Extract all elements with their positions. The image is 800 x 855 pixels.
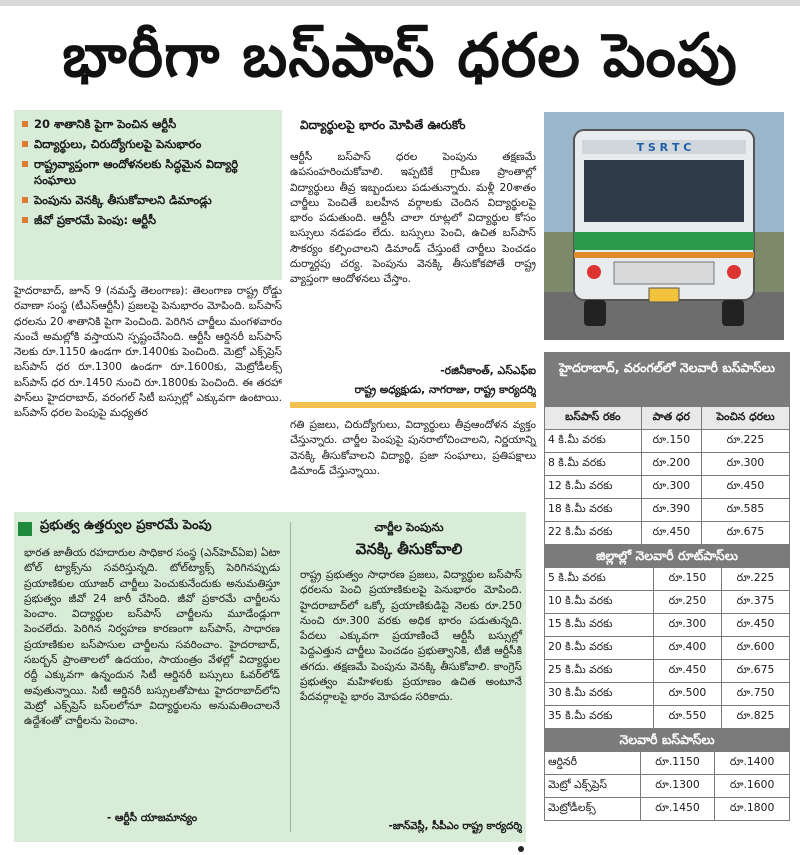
- new-fare: రూ.1400: [715, 752, 790, 775]
- highlight-item: విద్యార్థులు, చిరుద్యోగులపై పెనుభారం: [20, 136, 276, 152]
- cpm-signature: -జాన్‌వెస్లీ, సీపీఎం రాష్ట్ర కార్యదర్శి: [388, 821, 522, 832]
- old-fare: రూ.550: [653, 706, 721, 729]
- new-fare: రూ.450: [721, 614, 789, 637]
- new-fare: రూ.675: [721, 660, 789, 683]
- column-divider: [290, 522, 291, 832]
- column-header: బస్‌పాస్ రకం: [545, 407, 642, 430]
- highlight-bar: [290, 402, 536, 408]
- new-fare: రూ.225: [721, 568, 789, 591]
- row-label: 25 కి.మీ వరకు: [545, 660, 654, 683]
- old-fare: రూ.300: [653, 614, 721, 637]
- row-label: 15 కి.మీ వరకు: [545, 614, 654, 637]
- old-fare: రూ.390: [641, 499, 701, 522]
- new-fare: రూ.675: [701, 522, 789, 545]
- row-label: 8 కి.మీ వరకు: [545, 453, 642, 476]
- row-label: 12 కి.మీ వరకు: [545, 476, 642, 499]
- highlight-item: పెంపును వెనక్కి తీసుకోవాలని డిమాండ్లు: [20, 192, 276, 208]
- row-label: 22 కి.మీ వరకు: [545, 522, 642, 545]
- new-fare: రూ.450: [701, 476, 789, 499]
- table-title: హైదరాబాద్, వరంగల్‌లో నెలవారీ బస్‌పాస్‌లు: [544, 352, 790, 406]
- new-fare: రూ.300: [701, 453, 789, 476]
- row-label: 30 కి.మీ వరకు: [545, 683, 654, 706]
- old-fare: రూ.150: [653, 568, 721, 591]
- row-label: 35 కి.మీ వరకు: [545, 706, 654, 729]
- old-fare: రూ.400: [653, 637, 721, 660]
- page-dot: [518, 846, 524, 852]
- table-row: [545, 706, 790, 729]
- quote-byline: -రజినీకాంత్, ఎస్ఎఫ్ఐ: [440, 364, 536, 377]
- table-row: [545, 430, 790, 453]
- old-fare: రూ.450: [653, 660, 721, 683]
- govt-signature: - ఆర్టీసీ యాజమాన్యం: [106, 812, 198, 824]
- row-label: 4 కి.మీ వరకు: [545, 430, 642, 453]
- lead-paragraph: హైదరాబాద్, జూన్ 9 (నమస్తే తెలంగాణ): తెలంగాణ రాష్ట్ర రోడ్డు రవాణా సంస్థ (టీఎస్ఆర్టీసీ) ప్రజలపై పెనుభారం మోపింది. బస్‌పాస్ ధరలను 20 శాతానికి పైగా పెంచింది. పెరిగిన చార్జీలు మంగళవారం నుంచే అమల్లోకి వస్తాయని స్పష్టంచేసింది. ఆర్టీసీ ఆర్డినరీ బస్‌పాస్ నెలకు రూ.1150 ఉండగా రూ.1400కు పెంచింది. మెట్రో ఎక్స్‌ప్రెస్ బస్‌పాస్ ధర రూ.1300 ఉండగా రూ.1600కు, మెట్రోడీలక్స్ బస్‌పాస్ ధర రూ.1450 నుంచి రూ.1800కు పెంచింది. ఈ తరహా పాస్‌లు హైదరాబాద్, వరంగల్ సిటీ బస్సుల్లో ఎక్కువగా ఉంటాయి. బస్‌పాస్ ధరల పెంపుపై మధ్యతర: [14, 285, 282, 420]
- table-row: [545, 476, 790, 499]
- table-row: [545, 453, 790, 476]
- table-row: [545, 522, 790, 545]
- old-fare: రూ.450: [641, 522, 701, 545]
- top-rule: [0, 0, 800, 6]
- quote-paragraph: ఆర్టీసీ బస్‌పాస్ ధరల పెంపును తక్షణమే ఉపసంహరించుకోవాలి. ఇప్పటికే గ్రామీణ ప్రాంతాల్లో విద్యార్థులు తీవ్ర ఇబ్బందులు పడుతున్నారు. మళ్లీ 20శాతం చార్జీలు పెంచితే బలహీన వర్గాలకు చెందిన విద్యార్థులపై భారం పడుతుంది. ఆర్టీసీ చాలా రూట్లలో విద్యార్థుల కోసం బస్సులు నడపడం లేదు. బస్సులు పెంచి, ఉచిత బస్‌పాస్ సౌకర్యం కల్పించాలని డిమాండ్ చేస్తుంటే చార్జీలు పెంచడం దుర్మార్గపు చర్య. పెంపును వెనక్కి తీసుకోకపోతే రాష్ట్ర వ్యాప్తంగా ఆందోళనలు చేస్తాం.: [290, 151, 536, 286]
- column-header: పెంచిన ధరలు: [701, 407, 789, 430]
- new-fare: రూ.750: [721, 683, 789, 706]
- highlight-item: జీవో ప్రకారమే పెంపు: ఆర్టీసీ: [20, 212, 276, 228]
- old-fare: రూ.1150: [640, 752, 715, 775]
- old-fare: రూ.1300: [640, 775, 715, 798]
- highlight-item: రాష్ట్రవ్యాప్తంగా ఆందోళనలకు సిద్ధమైన విద్యార్థి సంఘాలు: [20, 156, 276, 188]
- table-row: [545, 637, 790, 660]
- row-label: ఆర్డినరీ: [545, 752, 641, 775]
- new-fare: రూ.1800: [715, 798, 790, 821]
- row-label: 5 కి.మీ వరకు: [545, 568, 654, 591]
- table-row: [545, 568, 790, 591]
- highlight-item: 20 శాతానికి పైగా పెంచిన ఆర్టీసీ: [20, 116, 276, 132]
- section-title-small: చార్జీల పెంపును: [374, 520, 444, 534]
- new-fare: రూ.825: [721, 706, 789, 729]
- new-fare: రూ.1600: [715, 775, 790, 798]
- new-fare: రూ.600: [721, 637, 789, 660]
- section-title-govt: ప్రభుత్వ ఉత్తర్వుల ప్రకారమే పెంపు: [40, 518, 212, 533]
- new-fare: రూ.225: [701, 430, 789, 453]
- old-fare: రూ.500: [653, 683, 721, 706]
- row-label: మెట్రో ఎక్స్‌ప్రెస్: [545, 775, 641, 798]
- table-header-row: [545, 407, 790, 430]
- headline: భారీగా బస్‌పాస్ ధరల పెంపు: [62, 21, 738, 91]
- fare-table: [544, 352, 790, 828]
- table-row: [545, 660, 790, 683]
- table-row: [545, 614, 790, 637]
- table-row: [545, 798, 790, 821]
- column-header: పాత ధర: [641, 407, 701, 430]
- section-title-big: వెనక్కి తీసుకోవాలి: [355, 540, 463, 558]
- row-label: 20 కి.మీ వరకు: [545, 637, 654, 660]
- continuation-paragraph: గతి ప్రజలు, చిరుద్యోగులు, విద్యార్థులు తీవ్రఆందోళన వ్యక్తం చేస్తున్నారు. చార్జీల పెంపుపై పునరాలోచించాలని, నిర్ణయాన్ని వెనక్కి తీసుకోవాలని విద్యార్థి, ప్రజా సంఘాలు, ప్రతిపక్షాలు డిమాండ్ చేస్తున్నాయి.: [290, 419, 536, 477]
- bus-label: T S R T C: [636, 141, 692, 154]
- section-marker-icon: [18, 522, 32, 536]
- row-label: మెట్రోడీలక్స్: [545, 798, 641, 821]
- old-fare: రూ.1450: [640, 798, 715, 821]
- new-fare: రూ.375: [721, 591, 789, 614]
- table-row: [545, 775, 790, 798]
- govt-paragraph: భారత జాతీయ రహదారుల సాధికార సంస్థ (ఎన్‌హెచ్ఏఐ) ఏటా టోల్ ట్యాక్స్‌ను సవరిస్తున్నది. టోల్‌ట్యాక్స్ పెరిగినప్పుడు ప్రయాణికుల యూజర్ చార్జీలు పెంచుకునేందుకు అనుమతిస్తూ ప్రభుత్వం జీవో 24 జారీ చేసింది. జీవో ప్రకారమే చార్జీలను పెంచాం. విద్యార్థుల బస్‌పాస్ చార్జీలను మూడేండ్లుగా పెంచలేదు. పెరిగిన నిర్వహణ కారణంగా బస్‌పాస్, సాధారణ ప్రయాణికుల బస్‌పాసుల చార్జీలను సవరించాం. హైదరాబాద్, సబర్బన్ ప్రాంతాలలో ఉదయం, సాయంత్రం వేళల్లో విద్యార్థుల రద్దీ ఎక్కువగా ఉన్నందున సిటీ ఆర్డినరీ బస్సులు ఓవర్‌లోడ్ అవుతున్నాయి. సిటీ ఆర్డినరీ బస్సులతోపాటు హైదరాబాద్‌లోని మెట్రో ఎక్స్‌ప్రెస్ బస్‌లలోనూ విద్యార్థులను అనుమతించాలనే ఉద్దేశంతో చార్జీలను పెంచాం.: [24, 547, 280, 728]
- table-section-title: నెలవారీ బస్‌పాస్‌లు: [544, 729, 790, 751]
- quote-byline-role: రాష్ట్ర అధ్యక్షుడు, నాగరాజు, రాష్ట్ర కార్యదర్శి: [354, 384, 536, 396]
- quote-subhead: విద్యార్థులపై భారం మోపితే ఊరుకోం: [300, 118, 466, 132]
- old-fare: రూ.200: [641, 453, 701, 476]
- table-row: [545, 752, 790, 775]
- table-row: [545, 591, 790, 614]
- old-fare: రూ.150: [641, 430, 701, 453]
- highlights-box: [14, 110, 282, 280]
- table-section-title: జిల్లాల్లో నెలవారీ రూట్‌పాస్‌లు: [544, 545, 790, 567]
- old-fare: రూ.250: [653, 591, 721, 614]
- table-row: [545, 499, 790, 522]
- table-row: [545, 683, 790, 706]
- cpm-paragraph: రాష్ట్ర ప్రభుత్వం సాధారణ ప్రజలు, విద్యార్థుల బస్‌పాస్ ధరలను పెంచి ప్రయాణికులపై పెనుభారం మోపింది. హైదరాబాద్‌లో ఒక్కో ప్రయాణికుడిపై నెలకు రూ.250 నుంచి రూ.300 వరకు అధిక భారం పడుతున్నది. పేదలు ఎక్కువగా ప్రయాణించే ఆర్టీసీ బస్సుల్లో పెద్దఎత్తున చార్జీలు పెంచడం ప్రభుత్వానికి, టీజీ ఆర్టీసీకి తగదు. తక్షణమే పెంపును వెనక్కి తీసుకోవాలి. కాంగ్రెస్ ప్రభుత్వం మహిళలకు ప్రయాణం ఉచిత అంటూనే పేదవర్గాలపై భారం మోపడం సరికాదు.: [300, 569, 522, 704]
- bus-photo: [544, 112, 784, 340]
- bus-illustration: [544, 112, 784, 340]
- old-fare: రూ.300: [641, 476, 701, 499]
- row-label: 10 కి.మీ వరకు: [545, 591, 654, 614]
- row-label: 18 కి.మీ వరకు: [545, 499, 642, 522]
- new-fare: రూ.585: [701, 499, 789, 522]
